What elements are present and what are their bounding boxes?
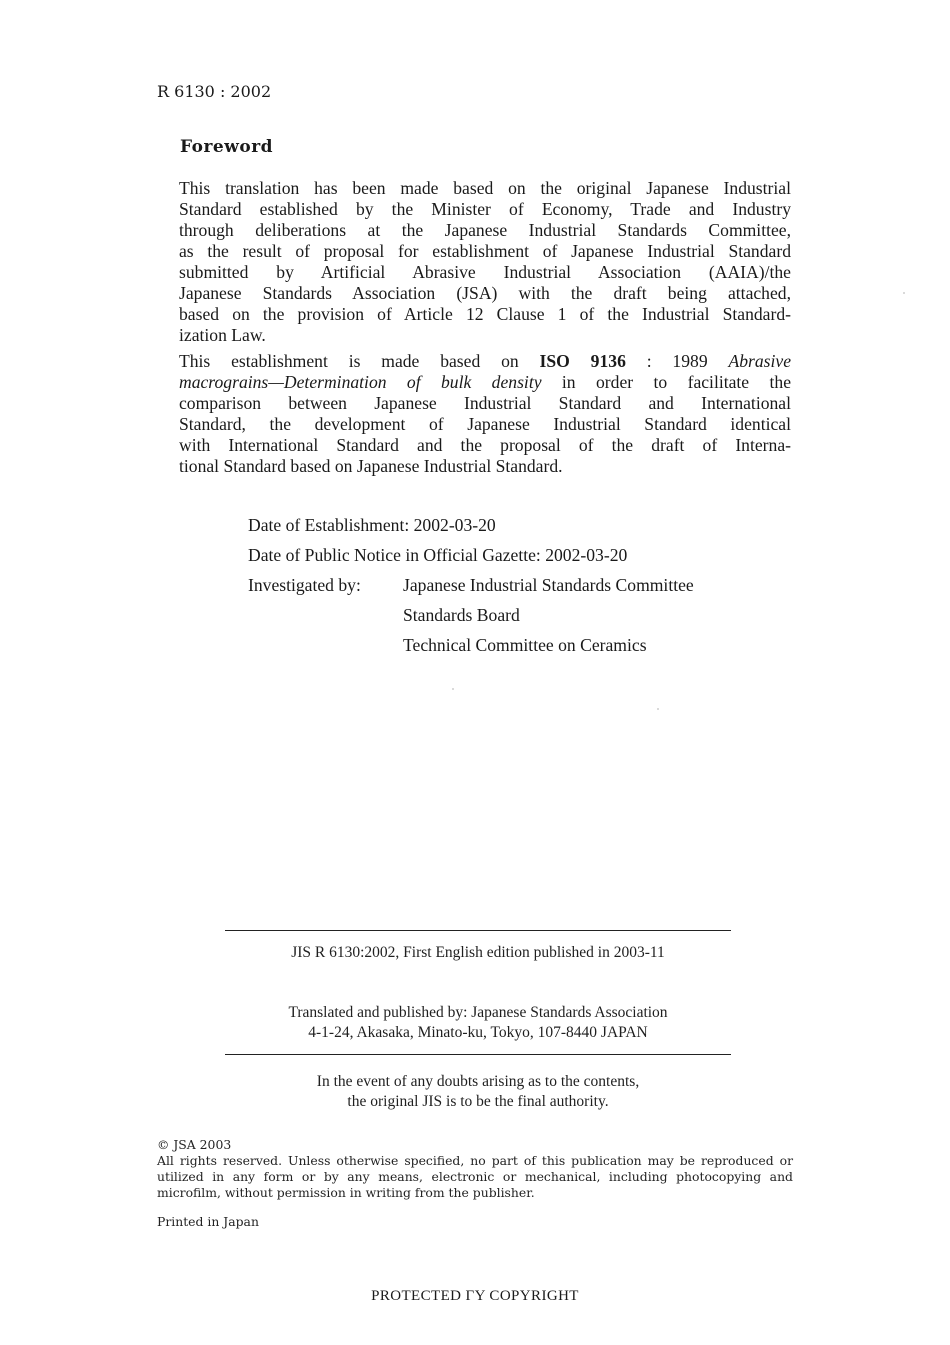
paragraph-line: Standard, the development of Japanese Industrial Standard identical bbox=[179, 414, 791, 434]
text-run: This establishment is made based on bbox=[179, 351, 540, 371]
rights-statement bbox=[157, 1153, 793, 1201]
rights-line: utilized in any form or by any means, electronic or mechanical, including photocopying and bbox=[157, 1169, 793, 1184]
foreword-paragraph-1 bbox=[179, 178, 791, 346]
divider-top bbox=[225, 930, 731, 931]
paragraph-line: tional Standard based on Japanese Industrial Standard. bbox=[179, 456, 563, 476]
paragraph-line: submitted by Artificial Abrasive Industrial Association (AAIA)/the bbox=[179, 262, 791, 282]
paragraph-line bbox=[179, 372, 791, 393]
paragraph-line: based on the provision of Article 12 Clause 1 of the Industrial Standard- bbox=[179, 304, 791, 324]
investigated-by-label: Investigated by: bbox=[248, 575, 361, 595]
document-id: R 6130 : 2002 bbox=[157, 82, 272, 101]
paragraph-line bbox=[179, 351, 791, 372]
rights-line: All rights reserved. Unless otherwise specified, no part of this publication may be reproduced or bbox=[157, 1153, 793, 1168]
authority-note-line-1: In the event of any doubts arising as to the contents, bbox=[316, 1073, 640, 1090]
paragraph-line: ization Law. bbox=[179, 325, 266, 345]
foreword-heading: Foreword bbox=[180, 137, 274, 157]
text-run: : 1989 bbox=[625, 351, 729, 371]
paragraph-line: as the result of proposal for establishment of Japanese Industrial Standard bbox=[179, 241, 791, 261]
scan-speck bbox=[903, 292, 905, 294]
publisher-address: 4-1-24, Akasaka, Minato-ku, Tokyo, 107-8440 JAPAN bbox=[308, 1024, 648, 1041]
publisher-line: Translated and published by: Japanese Standards Association bbox=[288, 1004, 668, 1021]
paragraph-line: Japanese Standards Association (JSA) with the draft being attached, bbox=[179, 283, 791, 303]
printed-in: Printed in Japan bbox=[157, 1214, 259, 1229]
iso-reference: ISO 9136 bbox=[539, 351, 626, 371]
copyright-notice: © JSA 2003 bbox=[157, 1137, 232, 1152]
scan-speck bbox=[452, 688, 454, 690]
foreword-paragraph-2 bbox=[179, 351, 791, 477]
text-run: in order to facilitate the bbox=[541, 372, 792, 392]
authority-note-line-2: the original JIS is to be the final authority. bbox=[347, 1093, 609, 1110]
investigator-committee: Japanese Industrial Standards Committee bbox=[403, 575, 694, 595]
divider-bottom bbox=[225, 1054, 731, 1055]
paragraph-line: Standard established by the Minister of Economy, Trade and Industry bbox=[179, 199, 791, 219]
paragraph-line: with International Standard and the proposal of the draft of Interna- bbox=[179, 435, 791, 455]
standard-title-italic: macrograins—Determination of bulk density bbox=[179, 372, 542, 392]
scan-speck bbox=[657, 708, 659, 710]
copyright-watermark: PROTECTED ΓY COPYRIGHT bbox=[371, 1288, 579, 1304]
edition-statement: JIS R 6130:2002, First English edition published in 2003-11 bbox=[291, 944, 665, 961]
investigator-technical-committee: Technical Committee on Ceramics bbox=[403, 635, 647, 655]
date-of-establishment: Date of Establishment: 2002-03-20 bbox=[248, 515, 496, 535]
date-of-public-notice: Date of Public Notice in Official Gazette: 2002-03-20 bbox=[248, 545, 628, 565]
investigator-board: Standards Board bbox=[403, 605, 520, 625]
paragraph-line: through deliberations at the Japanese Industrial Standards Committee, bbox=[179, 220, 791, 240]
rights-line: microfilm, without permission in writing from the publisher. bbox=[157, 1185, 535, 1200]
paragraph-line: comparison between Japanese Industrial Standard and International bbox=[179, 393, 791, 413]
standard-title-italic: Abrasive bbox=[728, 351, 792, 371]
paragraph-line: This translation has been made based on the original Japanese Industrial bbox=[179, 178, 791, 198]
